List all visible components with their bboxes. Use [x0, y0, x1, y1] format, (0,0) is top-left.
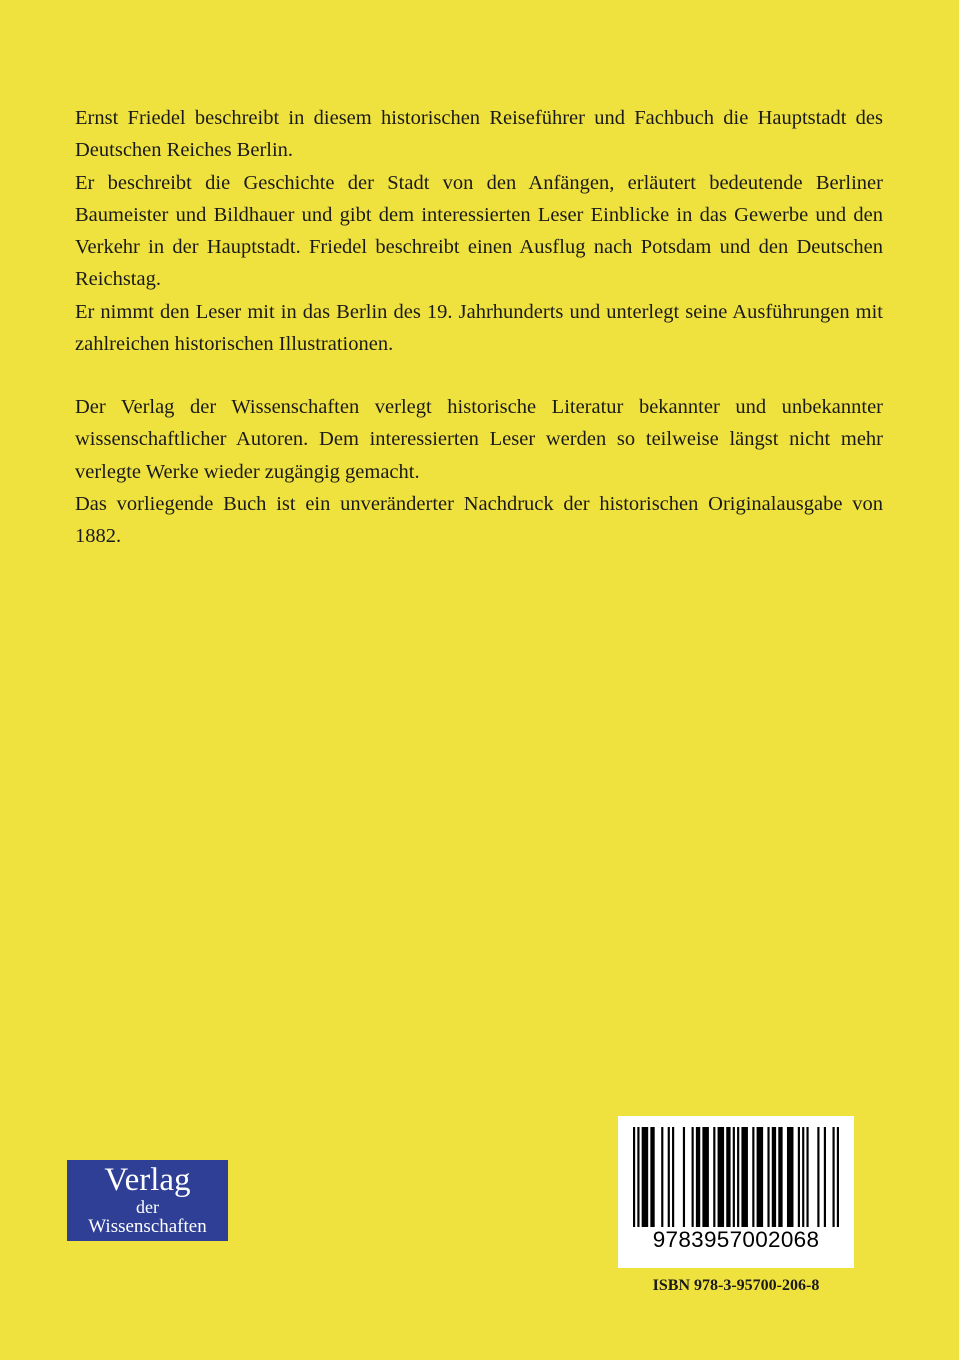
barcode-bar — [702, 1127, 709, 1227]
barcode-bar — [726, 1127, 730, 1227]
barcode-bar — [802, 1127, 804, 1227]
barcode-bar — [837, 1127, 839, 1227]
barcode-digits: 9783957002068 — [652, 1227, 820, 1252]
barcode-bar — [798, 1127, 800, 1227]
paragraph-intro: Ernst Friedel beschreibt in diesem historischen Reiseführer und Fachbuch die Hauptstadt des Deutschen Reiches Berlin. — [75, 107, 883, 162]
barcode-bar — [672, 1127, 674, 1227]
barcode-bar — [757, 1127, 764, 1227]
barcode-bar — [692, 1127, 694, 1227]
barcode-bar — [832, 1127, 834, 1227]
paragraph-reprint: Das vorliegende Buch ist ein unveränderter Nachdruck der historischen Originalausgabe von 1882. — [75, 492, 883, 548]
barcode-bar — [824, 1127, 826, 1227]
barcode-bar — [817, 1127, 819, 1227]
publisher-block — [75, 391, 883, 552]
logo-line-wissenschaften: Wissenschaften — [88, 1216, 207, 1237]
barcode-bar — [696, 1127, 700, 1227]
description-block — [75, 102, 883, 360]
logo-line-der: der — [136, 1197, 159, 1217]
barcode-bar — [683, 1127, 685, 1227]
barcode-bar — [718, 1127, 725, 1227]
logo-line-verlag: Verlag — [104, 1162, 191, 1198]
barcode-bar — [733, 1127, 735, 1227]
isbn-label: ISBN 978-3-95700-206-8 — [652, 1277, 820, 1294]
barcode-bar — [637, 1127, 639, 1227]
barcode-bar — [778, 1127, 782, 1227]
barcode-bars — [633, 1127, 839, 1227]
paragraph-history: Er beschreibt die Geschichte der Stadt von den Anfängen, erläutert bedeutende Berliner Baumeister und Bildhauer und gibt dem interessierten Leser Einblicke in das Gewerbe und den Verkehr in der Hauptstadt. Friedel beschreibt einen Ausflug nach Potsdam und den Deutschen Reichstag. — [75, 171, 883, 291]
barcode-bar — [772, 1127, 776, 1227]
barcode-bar — [650, 1127, 654, 1227]
paragraph-19th-century: Er nimmt den Leser mit in das Berlin des 19. Jahrhunderts und unterlegt seine Ausführungen mit zahlreichen historischen Illustrationen. — [75, 300, 883, 356]
barcode-bar — [737, 1127, 739, 1227]
barcode-bar — [741, 1127, 748, 1227]
barcode-bar — [633, 1127, 635, 1227]
barcode-bar — [767, 1127, 769, 1227]
publisher-logo — [67, 1160, 228, 1241]
barcode-bar — [661, 1127, 663, 1227]
barcode-bar — [713, 1127, 715, 1227]
barcode-bar — [787, 1127, 794, 1227]
barcode-bar — [806, 1127, 808, 1227]
barcode-bar — [642, 1127, 649, 1227]
barcode-bar — [752, 1127, 754, 1227]
paragraph-publisher: Der Verlag der Wissenschaften verlegt historische Literatur bekannter und unbekannter wissenschaftlicher Autoren. Dem interessierten Leser werden so teilweise längst nicht mehr verlegte Werke wieder zugängig gemacht. — [75, 396, 883, 483]
barcode-bar — [668, 1127, 670, 1227]
barcode — [618, 1116, 854, 1268]
